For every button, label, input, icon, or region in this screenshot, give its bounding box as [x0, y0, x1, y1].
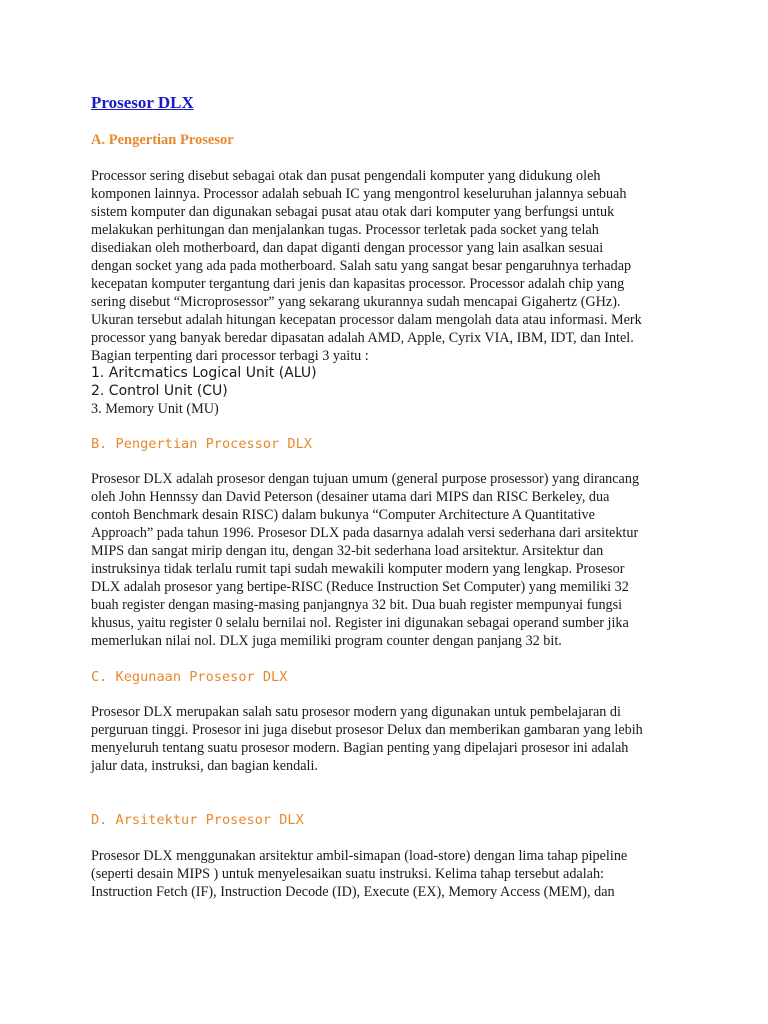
section-b-paragraph — [91, 470, 681, 650]
text-line: contoh Benchmark desain RISC) dalam bukunya “Computer Architecture A Quantitative — [91, 507, 595, 523]
text-line: perguruan tinggi. Prosesor ini juga disebut prosesor Delux dan memberikan gambaran yang lebih — [91, 722, 643, 738]
text-line: komponen lainnya. Processor adalah sebuah IC yang mengontrol keseluruhan jalannya sebuah — [91, 186, 627, 202]
text-line: DLX adalah prosesor yang bertipe-RISC (Reduce Instruction Set Computer) yang memiliki 32 — [91, 579, 629, 595]
text-line: (seperti desain MIPS ) untuk menyelesaikan suatu instruksi. Kelima tahap tersebut adalah: — [91, 866, 604, 882]
text-line: Processor sering disebut sebagai otak dan pusat pengendali komputer yang didukung oleh — [91, 168, 601, 184]
text-line: Prosesor DLX adalah prosesor dengan tujuan umum (general purpose prosessor) yang dirancang — [91, 471, 640, 487]
text-line: kecepatan komputer tergantung dari jenis dan kapasitas processor. Processor adalah chip yang — [91, 276, 625, 292]
text-line: processor yang banyak beredar dipasatan adalah AMD, Apple, Cyrix VIA, IBM, IDT, dan Intel. — [91, 330, 634, 346]
text-line: khusus, yaitu register 0 selalu bernilai nol. Register ini digunakan sebagai operand sumber jika — [91, 615, 629, 631]
list-item: 2. Control Unit (CU) — [91, 383, 228, 399]
section-b-heading: B. Pengertian Processor DLX — [91, 436, 312, 452]
section-d-paragraph — [91, 847, 681, 901]
section-c-heading: C. Kegunaan Prosesor DLX — [91, 669, 288, 685]
text-line: sistem komputer dan digunakan sebagai pusat atau otak dari komputer yang berfungsi untuk — [91, 204, 615, 220]
text-line: oleh John Hennssy dan David Peterson (desainer utama dari MIPS dan RISC Berkeley, dua — [91, 489, 610, 505]
list-item: 3. Memory Unit (MU) — [91, 401, 219, 417]
text-line: Approach” pada tahun 1996. Prosesor DLX pada dasarnya adalah versi sederhana dari arsitektur — [91, 525, 639, 541]
section-c-paragraph — [91, 703, 681, 775]
document-title-link[interactable]: Prosesor DLX — [91, 93, 194, 112]
text-line: jalur data, instruksi, dan bagian kendali. — [91, 758, 318, 774]
text-line: melakukan perhitungan dan menjalankan tugas. Processor terletak pada socket yang telah — [91, 222, 599, 238]
text-line: dengan socket yang ada pada motherboard. Salah satu yang sangat besar pengaruhnya terhadap — [91, 258, 632, 274]
text-line: sering disebut “Microprosessor” yang sekarang ukurannya sudah mencapai Gigahertz (GHz). — [91, 294, 621, 310]
text-line: Instruction Fetch (IF), Instruction Decode (ID), Execute (EX), Memory Access (MEM), dan — [91, 884, 615, 900]
text-line: Prosesor DLX menggunakan arsitektur ambil-simapan (load-store) dengan lima tahap pipeline — [91, 848, 628, 864]
text-line: Bagian terpenting dari processor terbagi 3 yaitu : — [91, 348, 369, 364]
section-d-heading: D. Arsitektur Prosesor DLX — [91, 812, 304, 828]
list-item: 1. Aritcmatics Logical Unit (ALU) — [91, 365, 317, 381]
section-a-heading: A. Pengertian Prosesor — [91, 132, 234, 148]
text-line: MIPS dan sangat mirip dengan itu, dengan 32-bit sederhana load arsitektur. Arsitektur dan — [91, 543, 604, 559]
text-line: disediakan oleh motherboard, dan dapat diganti dengan processor yang lain asalkan sesuai — [91, 240, 604, 256]
processor-parts-list — [91, 364, 317, 418]
text-line: menyeluruh tentang suatu prosesor modern. Bagian penting yang dipelajari prosesor ini adalah — [91, 740, 629, 756]
text-line: buah register dengan masing-masing panjangnya 32 bit. Dua buah register mempunyai fungsi — [91, 597, 623, 613]
text-line: instruksinya tidak terlalu rumit tapi sudah mewakili komputer modern yang lengkap. Prosesor — [91, 561, 625, 577]
text-line: memerlukan nilai nol. DLX juga memiliki program counter dengan panjang 32 bit. — [91, 633, 562, 649]
section-a-paragraph — [91, 167, 681, 365]
text-line: Ukuran tersebut adalah hitungan kecepatan processor dalam mengolah data atau informasi. Merk — [91, 312, 642, 328]
text-line: Prosesor DLX merupakan salah satu prosesor modern yang digunakan untuk pembelajaran di — [91, 704, 621, 720]
